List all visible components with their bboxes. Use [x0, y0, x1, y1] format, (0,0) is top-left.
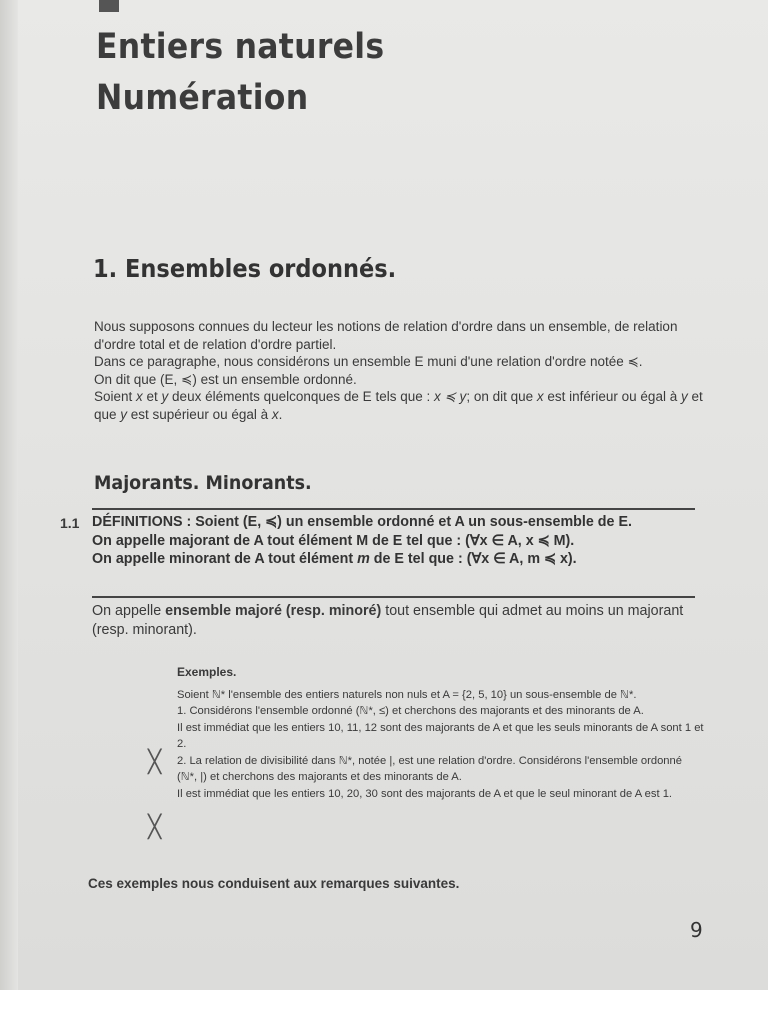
math-var: x	[536, 389, 544, 405]
bold-term: ensemble majoré (resp. minoré)	[165, 603, 382, 619]
text-run: Soient	[94, 389, 137, 405]
intro-paragraph-3: On dit que (E, ≼) est un ensemble ordonné.	[94, 371, 357, 387]
text-run: On appelle	[92, 603, 166, 619]
math-relation: x ≼ y	[433, 389, 467, 405]
math-var: x	[271, 406, 279, 422]
text-run: et que	[94, 389, 703, 422]
intro-paragraph-2: Dans ce paragraphe, nous considérons un ensemble E muni d'une relation d'ordre notée ≼.	[94, 354, 643, 370]
example-paragraph-1: Soient ℕ* l'ensemble des entiers naturels non nuls et A = {2, 5, 10} un sous-ensemble de ℕ*.	[177, 688, 637, 701]
examples-block	[177, 664, 705, 802]
text-run: et	[142, 389, 162, 405]
section-title: 1. Ensembles ordonnés.	[93, 254, 397, 283]
chapter-title-line2: Numération	[96, 78, 309, 118]
math-var: y	[680, 389, 688, 405]
bounded-set-text	[92, 602, 704, 640]
example-paragraph-2: 1. Considérons l'ensemble ordonné (ℕ*, ≤) et cherchons des majorants et des minorants de A.	[177, 705, 644, 717]
text-run: de E tel que : (∀x ∈ A, m ≼ x).	[369, 551, 577, 567]
handwritten-cross-mark-icon: ╳	[148, 750, 162, 775]
page-edge-shadow	[0, 0, 18, 990]
text-run: deux éléments quelconques de E tels que :	[168, 389, 434, 405]
text-run: est inférieur ou égal à	[543, 389, 681, 405]
intro-paragraph-1: Nous supposons connues du lecteur les notions de relation d'ordre dans un ensemble, de relation d'ordre total et de relation d'ordre partiel.	[94, 319, 678, 352]
text-run: est supérieur ou égal à	[127, 406, 272, 422]
definition-line-3	[92, 550, 704, 569]
definition-line-1: DÉFINITIONS : Soient (E, ≼) un ensemble ordonné et A un sous-ensemble de E.	[92, 514, 632, 530]
text-run: tout ensemble qui admet au moins un majorant (resp. minorant).	[92, 603, 684, 638]
math-var: m	[357, 551, 370, 567]
intro-text	[94, 318, 704, 424]
text-run: ; on dit que	[466, 389, 537, 405]
math-var: y	[120, 406, 128, 422]
example-paragraph-3: Il est immédiat que les entiers 10, 11, 12 sont des majorants de A et que les seuls minorants de A sont 1 et 2.	[177, 721, 704, 750]
rule-below-definition	[92, 596, 695, 598]
text-run: .	[278, 406, 283, 422]
example-paragraph-5: Il est immédiat que les entiers 10, 20, 30 sont des majorants de A et que le seul minorant de A est 1.	[177, 787, 673, 800]
closing-sentence: Ces exemples nous conduisent aux remarques suivantes.	[88, 876, 460, 891]
page-number: 9	[690, 918, 703, 942]
text-run: On appelle minorant de A tout élément	[92, 551, 358, 567]
chapter-title	[96, 22, 384, 124]
rule-above-definition	[92, 508, 695, 510]
definition-block	[92, 513, 704, 569]
handwritten-cross-mark-icon: ╳	[148, 815, 162, 840]
subsection-title: Majorants. Minorants.	[94, 472, 312, 494]
definition-line-2: On appelle majorant de A tout élément M de E tel que : (∀x ∈ A, x ≼ M).	[92, 532, 575, 549]
definition-number: 1.1	[60, 515, 80, 531]
example-paragraph-4: 2. La relation de divisibilité dans ℕ*, notée |, est une relation d'ordre. Considérons l'ensemble ordonné (ℕ*, |) et cherchons des majorants et des minorants de A.	[177, 754, 682, 783]
math-var: x	[136, 389, 143, 405]
bounded-set-paragraph	[92, 602, 704, 640]
chapter-title-line1: Entiers naturels	[96, 27, 385, 67]
math-var: y	[161, 389, 169, 405]
examples-title: Exemples.	[177, 665, 237, 679]
chapter-number-mark	[99, 0, 119, 12]
intro-paragraph-4	[94, 388, 704, 423]
